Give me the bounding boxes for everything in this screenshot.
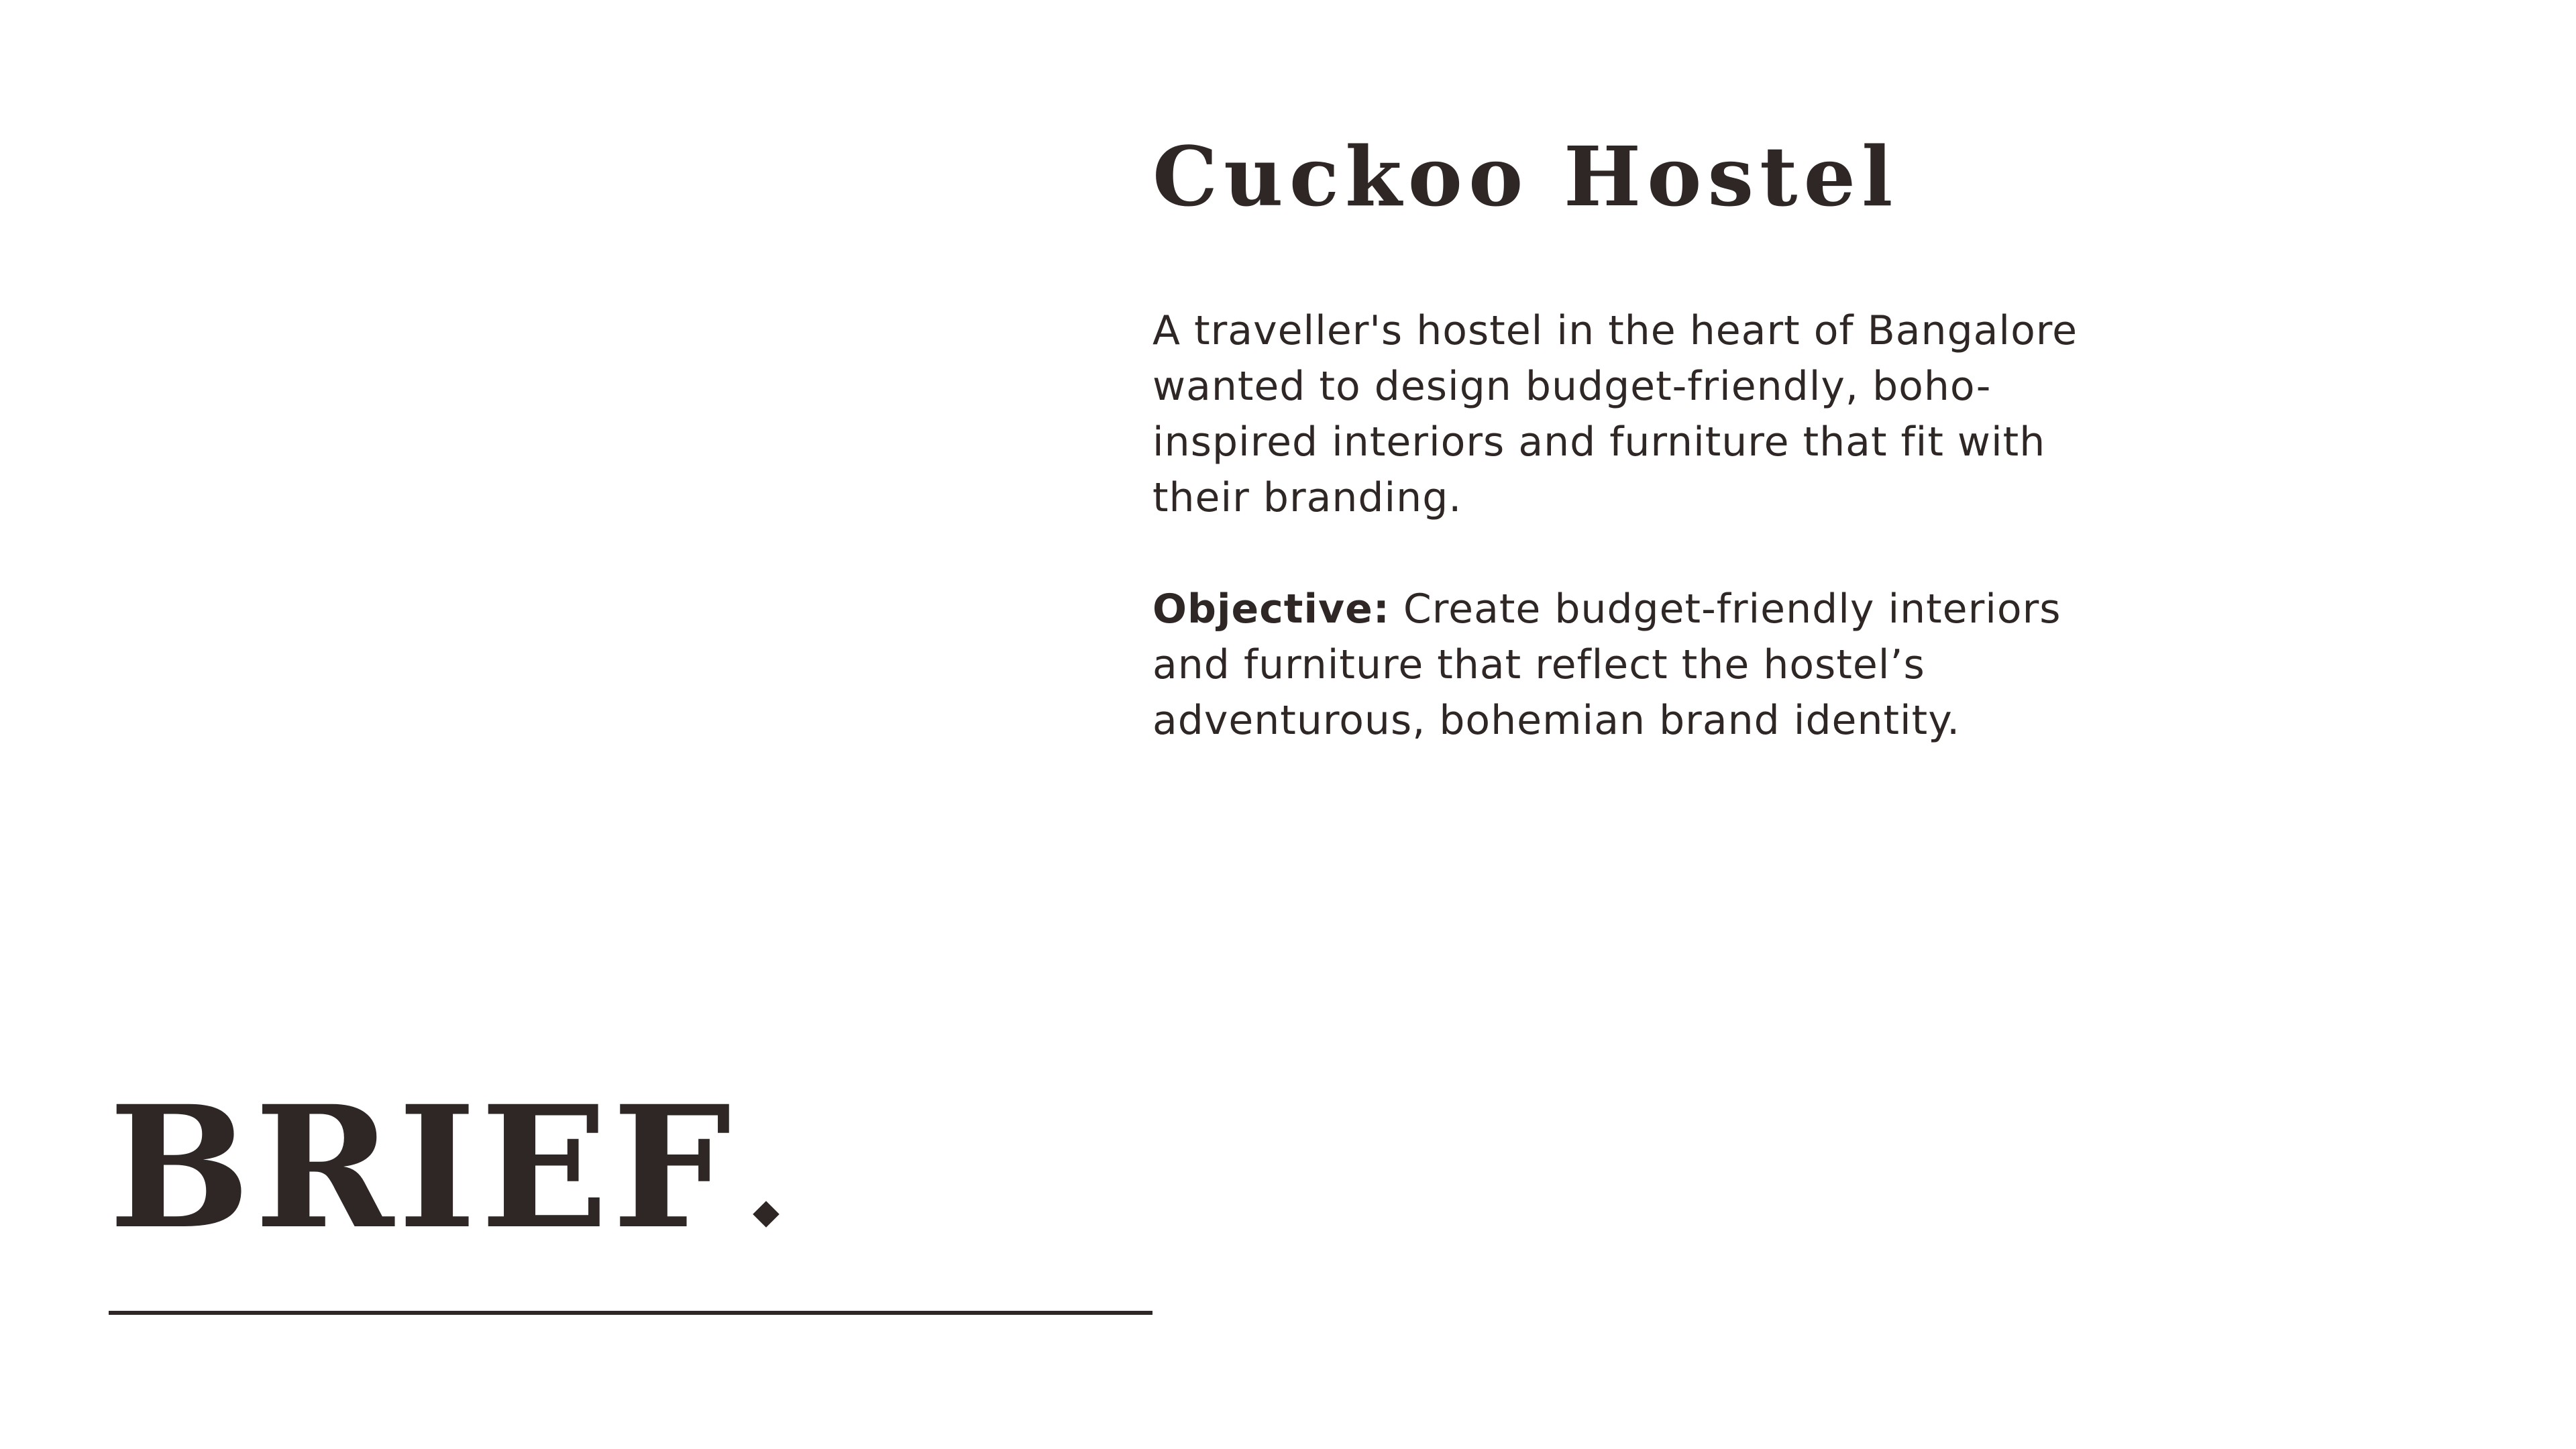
section-heading: [109, 1069, 775, 1266]
objective-text: Create budget-friendly interiors and furniture that reflect the hostel’s adventurous, bohemian brand identity.: [1152, 586, 2061, 744]
diamond-dot-icon: [753, 1201, 780, 1228]
objective-paragraph: [1152, 582, 2125, 749]
objective-label: Objective:: [1152, 586, 1390, 633]
project-description: A traveller's hostel in the heart of Bangalore wanted to design budget-friendly, boho-inspired interiors and furniture that fit with their branding.: [1152, 307, 2078, 521]
section-heading-text: BRIEF: [109, 1069, 736, 1266]
section-divider: [109, 1311, 1152, 1315]
project-title: Cuckoo Hostel: [1152, 128, 1899, 225]
brief-content: [1152, 303, 2125, 749]
